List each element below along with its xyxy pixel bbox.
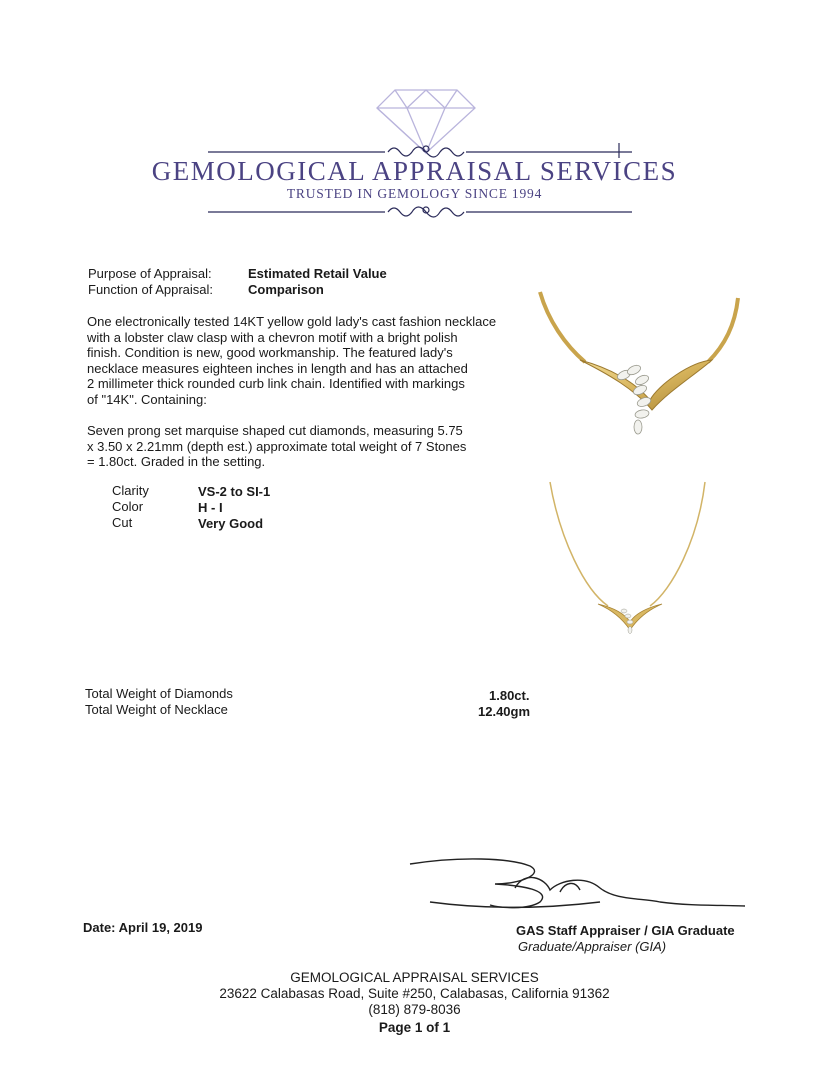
grade-value-color: H - I — [198, 500, 223, 515]
purpose-value: Estimated Retail Value — [248, 266, 387, 281]
appraiser-subtitle: Graduate/Appraiser (GIA) — [518, 939, 667, 954]
description-line: necklace measures eighteen inches in length and has an attached — [87, 360, 468, 376]
stones-line: Seven prong set marquise shaped cut diamonds, measuring 5.75 — [87, 423, 463, 438]
footer-phone: (818) 879-8036 — [368, 1002, 461, 1017]
footer-company: GEMOLOGICAL APPRAISAL SERVICES — [290, 970, 539, 985]
grade-label-color: Color — [112, 499, 144, 514]
appraiser-signature — [400, 850, 750, 920]
function-label: Function of Appraisal: — [88, 282, 214, 297]
appraiser-title: GAS Staff Appraiser / GIA Graduate — [516, 923, 735, 938]
description-line: 2 millimeter thick rounded curb link chain. Identified with markings — [87, 376, 465, 391]
footer-address: 23622 Calabasas Road, Suite #250, Calabasas, California 91362 — [219, 986, 610, 1001]
total-necklace-value: 12.40gm — [478, 704, 531, 719]
stones-line: = 1.80ct. Graded in the setting. — [87, 454, 266, 469]
total-diamonds-label: Total Weight of Diamonds — [85, 686, 233, 701]
function-value: Comparison — [248, 282, 324, 297]
total-necklace-label: Total Weight of Necklace — [85, 702, 228, 717]
description-line: with a lobster claw clasp with a chevron motif with a bright polish — [87, 329, 458, 345]
appraisal-date: Date: April 19, 2019 — [83, 920, 203, 935]
purpose-row — [88, 266, 387, 282]
grade-label-cut: Cut — [112, 515, 133, 530]
necklace-closeup-photo — [530, 290, 750, 450]
page-number: Page 1 of 1 — [378, 1020, 451, 1035]
total-diamonds-value: 1.80ct. — [489, 688, 530, 703]
stones-line: x 3.50 x 2.21mm (depth est.) approximate total weight of 7 Stones — [87, 438, 467, 454]
purpose-label: Purpose of Appraisal: — [88, 266, 212, 281]
necklace-full-photo — [540, 480, 720, 650]
description-line: finish. Condition is new, good workmanship. The featured lady's — [87, 345, 453, 360]
grade-value-clarity: VS-2 to SI-1 — [198, 484, 271, 499]
grade-label-clarity: Clarity — [112, 483, 149, 498]
company-name: GEMOLOGICAL APPRAISAL SERVICES — [151, 156, 678, 186]
diamond-icon — [377, 90, 475, 153]
stones-description — [87, 423, 527, 470]
ornament-bottom — [208, 207, 632, 217]
grade-value-cut: Very Good — [198, 516, 264, 531]
company-logo — [0, 0, 829, 240]
item-description — [87, 314, 527, 407]
description-line: One electronically tested 14KT yellow gold lady's cast fashion necklace — [87, 314, 497, 329]
function-row — [88, 282, 324, 298]
description-line: of "14K". Containing: — [87, 391, 207, 407]
company-tagline: TRUSTED IN GEMOLOGY SINCE 1994 — [286, 186, 543, 201]
